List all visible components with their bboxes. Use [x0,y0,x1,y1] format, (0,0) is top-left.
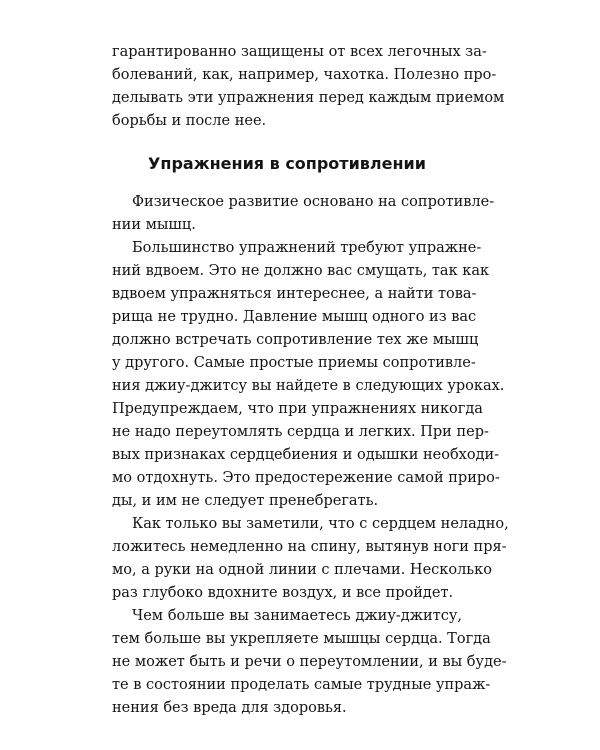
paragraph-line: не надо переутомлять сердца и легких. При пер- [112,424,489,440]
paragraph-line: Физическое развитие основано на сопротивле- [132,194,495,210]
paragraph-line: должно встречать сопротивление тех же мышц [112,332,479,348]
paragraph-line: нения без вреда для здоровья. [112,700,347,716]
paragraph-line: рища не трудно. Давление мышц одного из вас [112,309,477,325]
paragraph-line: мо отдохнуть. Это предостережение самой приро- [112,470,500,486]
paragraph-line: не может быть и речи о переутомлении, и вы буде- [112,654,507,670]
paragraph-line: нии мышц. [112,217,196,233]
intro-line: борьбы и после нее. [112,113,267,129]
intro-line: болеваний, как, например, чахотка. Полезно про- [112,67,497,83]
intro-line: гарантированно защищены от всех легочных за- [112,44,487,60]
paragraph-line: Как только вы заметили, что с сердцем неладно, [132,516,509,532]
paragraph-line: ды, и им не следует пренебрегать. [112,493,379,509]
paragraph-line: вдвоем упражняться интереснее, а найти това- [112,286,477,302]
paragraph-line: Большинство упражнений требуют упражне- [132,240,482,256]
paragraph-line: у другого. Самые простые приемы сопротивле- [112,355,476,371]
intro-line: делывать эти упражнения перед каждым приемом [112,90,505,106]
paragraph-line: ния джиу-джитсу вы найдете в следующих уроках. [112,378,505,394]
paragraph-line: те в состоянии проделать самые трудные упраж- [112,677,491,693]
paragraph-line: Предупреждаем, что при упражнениях никогда [112,401,483,417]
section-heading: Упражнения в сопротивлении [148,154,426,173]
paragraph-line: вых признаках сердцебиения и одышки необходи- [112,447,500,463]
paragraph-line: мо, а руки на одной линии с плечами. Несколько [112,562,492,578]
paragraph-line: ний вдвоем. Это не должно вас смущать, так как [112,263,490,279]
paragraph-line: Чем больше вы занимаетесь джиу-джитсу, [132,608,462,624]
paragraph-line: ложитесь немедленно на спину, вытянув ноги пря- [112,539,507,555]
paragraph-line: тем больше вы укрепляете мышцы сердца. Тогда [112,631,491,647]
paragraph-line: раз глубоко вдохните воздух, и все пройдет. [112,585,454,601]
